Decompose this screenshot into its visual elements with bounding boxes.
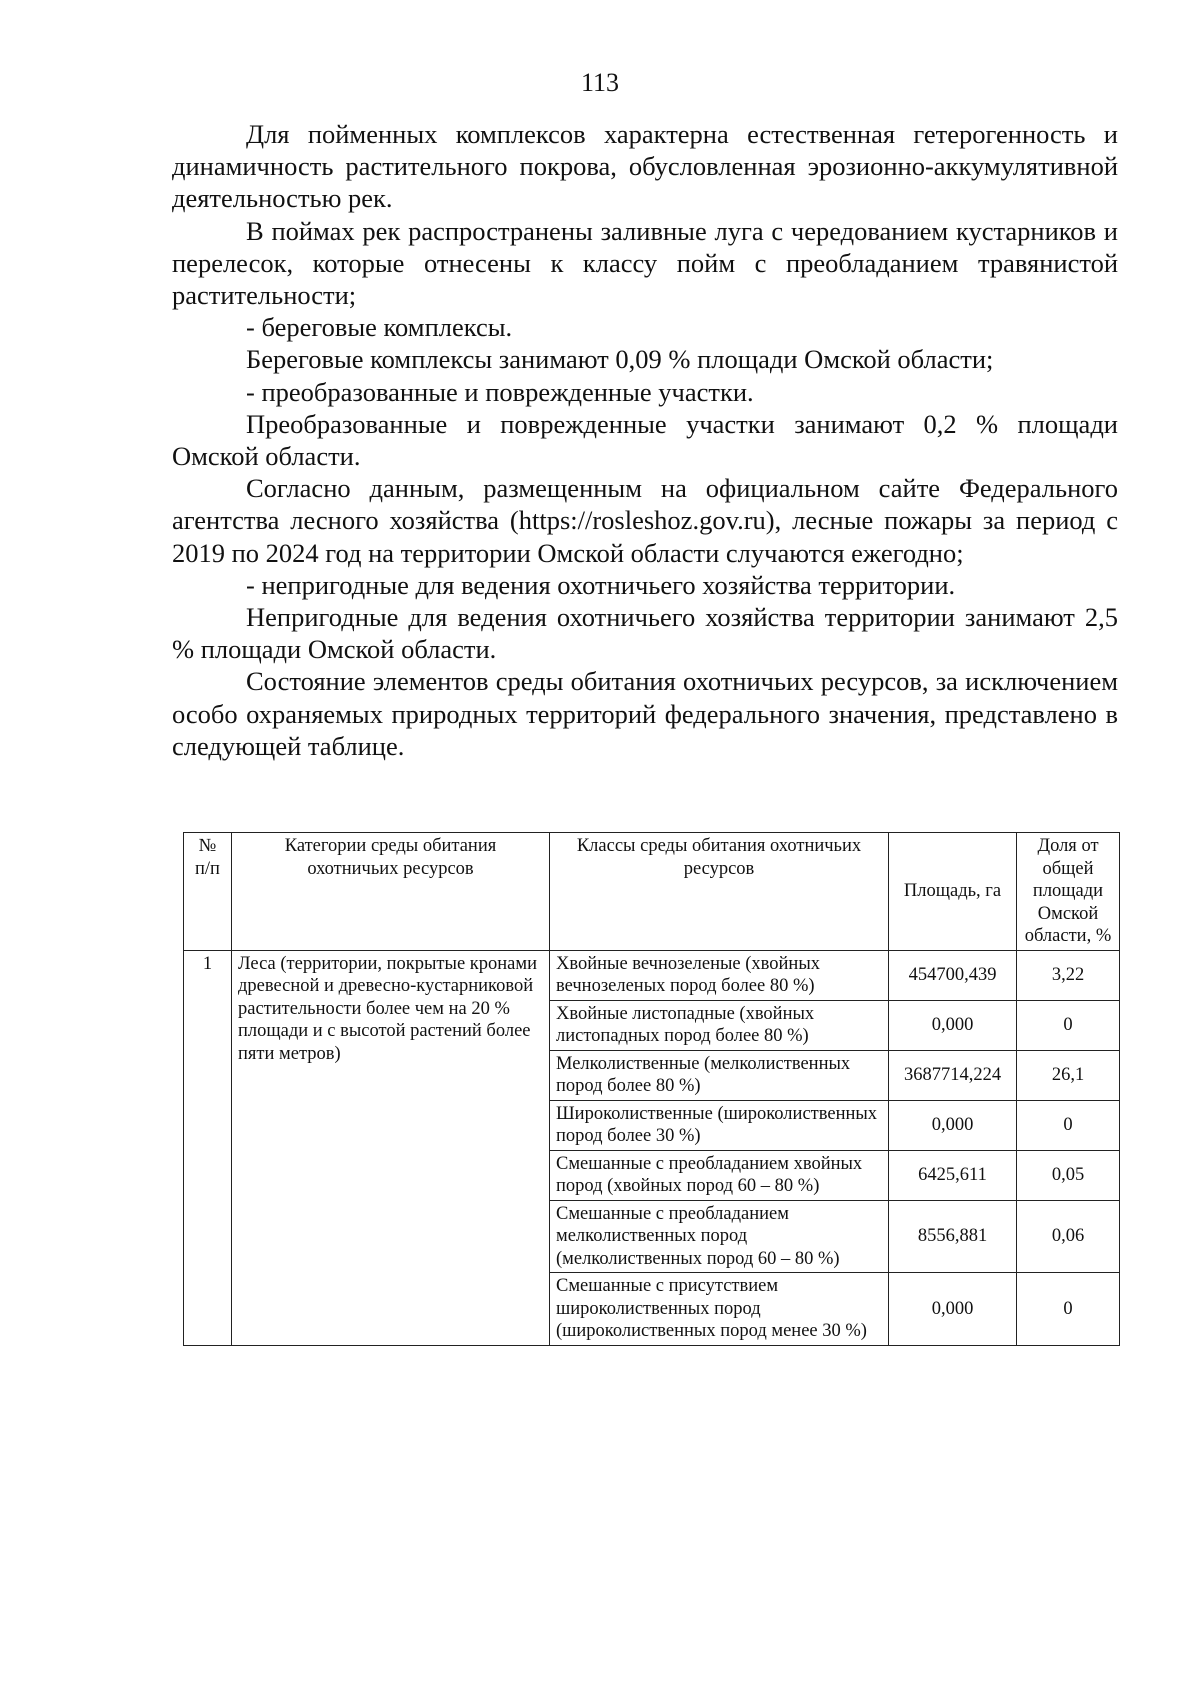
paragraph-transformed-share: Преобразованные и поврежденные участки занимают 0,2 % площади Омской области. [172,408,1118,472]
list-item-transformed-areas: - преобразованные и поврежденные участки. [246,376,754,407]
share-cell: 0 [1017,1273,1120,1346]
table-row [184,950,1120,1000]
paragraph-coastal-share: Береговые комплексы занимают 0,09 % площади Омской области; [246,344,994,375]
share-cell: 26,1 [1017,1050,1120,1100]
header-area: Площадь, га [889,833,1017,951]
row-number: 1 [184,950,232,1345]
class-cell: Смешанные с присутствием широколиственных пород (широколиственных пород менее 30 %) [550,1273,889,1346]
share-cell: 0,05 [1017,1150,1120,1200]
area-cell: 8556,881 [889,1200,1017,1273]
area-cell: 0,000 [889,1273,1017,1346]
paragraph-forest-fires: Согласно данным, размещенным на официальном сайте Федерального агентства лесного хозяйства (https://rosleshoz.gov.ru), лесные пожары за период с 2019 по 2024 год на территории Омской области случаются ежегодно; [172,473,1118,568]
share-cell: 0 [1017,1000,1120,1050]
share-cell: 0,06 [1017,1200,1120,1273]
class-cell: Смешанные с преобладанием мелколиственных пород (мелколиственных пород 60 – 80 %) [550,1200,889,1273]
area-cell: 454700,439 [889,950,1017,1000]
paragraph-floodplain-meadows: В поймах рек распространены заливные луга с чередованием кустарников и перелесок, которые отнесены к классу пойм с преобладанием травянистой растительности; [172,215,1118,311]
habitat-table [183,832,1120,1346]
class-cell: Смешанные с преобладанием хвойных пород (хвойных пород 60 – 80 %) [550,1150,889,1200]
class-cell: Хвойные вечнозеленые (хвойных вечнозеленых пород более 80 %) [550,950,889,1000]
paragraph-unsuitable-share: Непригодные для ведения охотничьего хозяйства территории занимают 2,5 % площади Омской области. [172,602,1118,665]
share-cell: 3,22 [1017,950,1120,1000]
table-header-row [184,833,1120,951]
header-category: Категории среды обитания охотничьих ресурсов [232,833,550,951]
header-number: № п/п [184,833,232,951]
class-cell: Широколиственные (широколиственных пород более 30 %) [550,1100,889,1150]
class-cell: Хвойные листопадные (хвойных листопадных пород более 80 %) [550,1000,889,1050]
area-cell: 0,000 [889,1100,1017,1150]
class-cell: Мелколиственные (мелколиственных пород более 80 %) [550,1050,889,1100]
paragraph-floodplain-heterogeneity: Для пойменных комплексов характерна естественная гетерогенность и динамичность растительного покрова, обусловленная эрозионно-аккумулятивной деятельностью рек. [172,119,1118,214]
header-share: Доля от общей площади Омской области, % [1017,833,1120,951]
area-cell: 6425,611 [889,1150,1017,1200]
paragraph-table-intro: Состояние элементов среды обитания охотничьих ресурсов, за исключением особо охраняемых природных территорий федерального значения, представлено в следующей таблице. [172,666,1118,761]
header-class: Классы среды обитания охотничьих ресурсов [550,833,889,951]
list-item-coastal-complexes: - береговые комплексы. [246,312,513,343]
list-item-unsuitable-areas: - непригодные для ведения охотничьего хозяйства территории. [246,569,956,600]
area-cell: 3687714,224 [889,1050,1017,1100]
page-number: 113 [580,68,620,97]
share-cell: 0 [1017,1100,1120,1150]
area-cell: 0,000 [889,1000,1017,1050]
category-cell: Леса (территории, покрытые кронами древесной и древесно-кустарниковой растительности более чем на 20 % площади и с высотой растений более пяти метров) [232,950,550,1345]
body-text [172,118,1118,762]
